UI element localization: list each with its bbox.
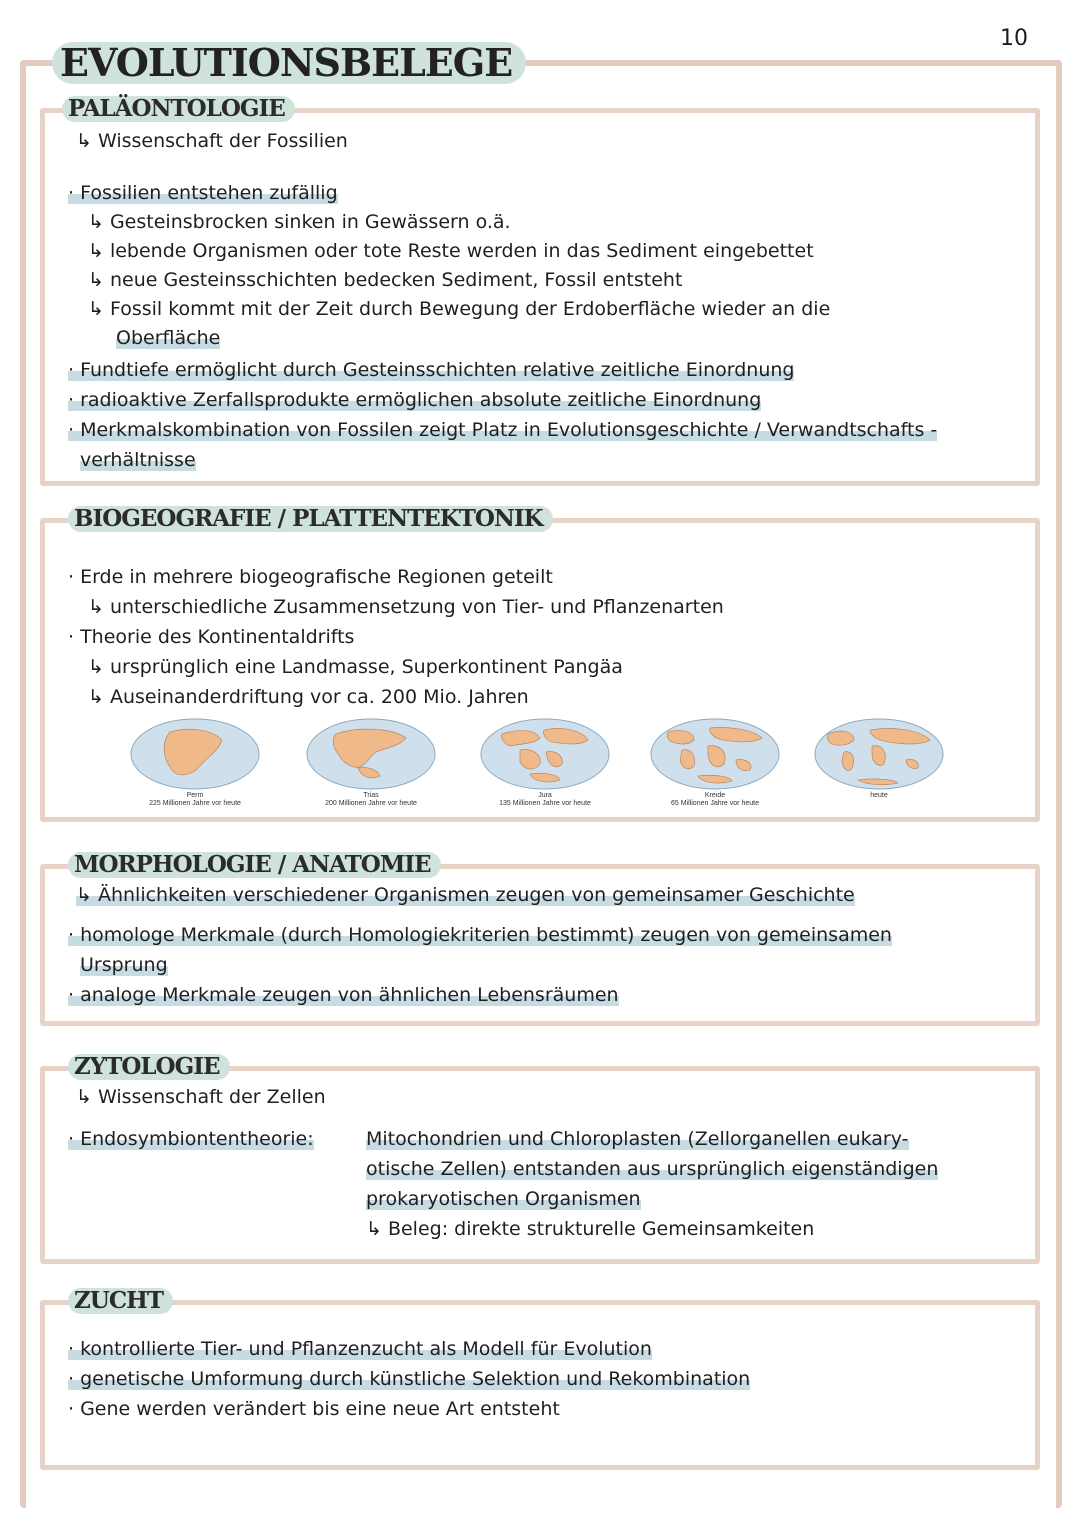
map-jura <box>480 718 610 813</box>
map-perm <box>130 718 260 813</box>
text-line: · kontrollierte Tier- und Pflanzenzucht als Modell für Evolution <box>68 1338 652 1360</box>
world-map-icon <box>650 718 780 790</box>
text-line: ↳ ursprünglich eine Landmasse, Superkontinent Pangäa <box>88 656 623 678</box>
text-line: ↳ Gesteinsbrocken sinken in Gewässern o.ä. <box>88 211 511 233</box>
text-line: Mitochondrien und Chloroplasten (Zellorganellen eukary- <box>366 1128 909 1150</box>
map-caption: 225 Millionen Jahre vor heute <box>149 800 241 807</box>
map-kreide <box>650 718 780 813</box>
text-line: · homologe Merkmale (durch Homologiekriterien bestimmt) zeugen von gemeinsamen <box>68 924 892 946</box>
map-heute <box>814 718 944 813</box>
map-caption: 200 Millionen Jahre vor heute <box>325 800 417 807</box>
continental-drift-maps <box>130 718 970 813</box>
map-caption: 65 Millionen Jahre vor heute <box>671 800 759 807</box>
text-line: · radioaktive Zerfallsprodukte ermöglichen absolute zeitliche Einordnung <box>68 389 762 411</box>
map-era-label: Jura <box>538 792 552 799</box>
text-line: · genetische Umformung durch künstliche Selektion und Rekombination <box>68 1368 751 1390</box>
map-era-label: heute <box>870 792 888 799</box>
world-map-icon <box>306 718 436 790</box>
section-title-zucht: ZUCHT <box>68 1288 173 1314</box>
world-map-icon <box>130 718 260 790</box>
text-line: otische Zellen) entstanden aus ursprünglich eigenständigen <box>366 1158 939 1180</box>
map-era-label: Trias <box>363 792 379 799</box>
text-line: · Erde in mehrere biogeografische Regionen geteilt <box>68 566 553 588</box>
text-line: · Theorie des Kontinentaldrifts <box>68 626 355 648</box>
page-number: 10 <box>1000 26 1028 51</box>
text-line: Oberfläche <box>116 327 221 349</box>
section-title-zytologie: ZYTOLOGIE <box>68 1054 230 1080</box>
text-line: · Endosymbiontentheorie: <box>68 1128 314 1150</box>
page-title: EVOLUTIONSBELEGE <box>52 42 526 84</box>
text-line: · Fundtiefe ermöglicht durch Gesteinsschichten relative zeitliche Einordnung <box>68 359 795 381</box>
text-line: ↳ Ähnlichkeiten verschiedener Organismen zeugen von gemeinsamer Geschichte <box>76 884 855 906</box>
text-line: · Merkmalskombination von Fossilen zeigt Platz in Evolutionsgeschichte / Verwandtschafts - <box>68 419 938 441</box>
map-era-label: Kreide <box>704 792 726 799</box>
section-title-morphologie: MORPHOLOGIE / ANATOMIE <box>68 852 441 878</box>
map-caption: 135 Millionen Jahre vor heute <box>499 800 591 807</box>
text-line: ↳ Beleg: direkte strukturelle Gemeinsamkeiten <box>366 1218 815 1240</box>
text-line: Ursprung <box>80 954 168 976</box>
text-line: ↳ Wissenschaft der Fossilien <box>76 130 348 152</box>
text-line: prokaryotischen Organismen <box>366 1188 641 1210</box>
text-line: ↳ Auseinanderdriftung vor ca. 200 Mio. Jahren <box>88 686 529 708</box>
text-line: ↳ Wissenschaft der Zellen <box>76 1086 326 1108</box>
world-map-icon <box>814 718 944 790</box>
world-map-icon <box>480 718 610 790</box>
text-line: · analoge Merkmale zeugen von ähnlichen Lebensräumen <box>68 984 619 1006</box>
text-line: ↳ Fossil kommt mit der Zeit durch Bewegung der Erdoberfläche wieder an die <box>88 298 831 320</box>
map-trias <box>306 718 436 813</box>
text-line: ↳ lebende Organismen oder tote Reste werden in das Sediment eingebettet <box>88 240 814 262</box>
text-line: verhältnisse <box>80 449 196 471</box>
map-era-label: Perm <box>186 792 204 799</box>
section-title-biogeografie: BIOGEOGRAFIE / PLATTENTEKTONIK <box>68 506 553 532</box>
section-title-palaeontologie: PALÄONTOLOGIE <box>62 96 295 122</box>
text-line: · Fossilien entstehen zufällig <box>68 182 338 204</box>
text-line: ↳ neue Gesteinsschichten bedecken Sediment, Fossil entsteht <box>88 269 683 291</box>
text-line: ↳ unterschiedliche Zusammensetzung von Tier- und Pflanzenarten <box>88 596 724 618</box>
text-line: · Gene werden verändert bis eine neue Art entsteht <box>68 1398 560 1420</box>
